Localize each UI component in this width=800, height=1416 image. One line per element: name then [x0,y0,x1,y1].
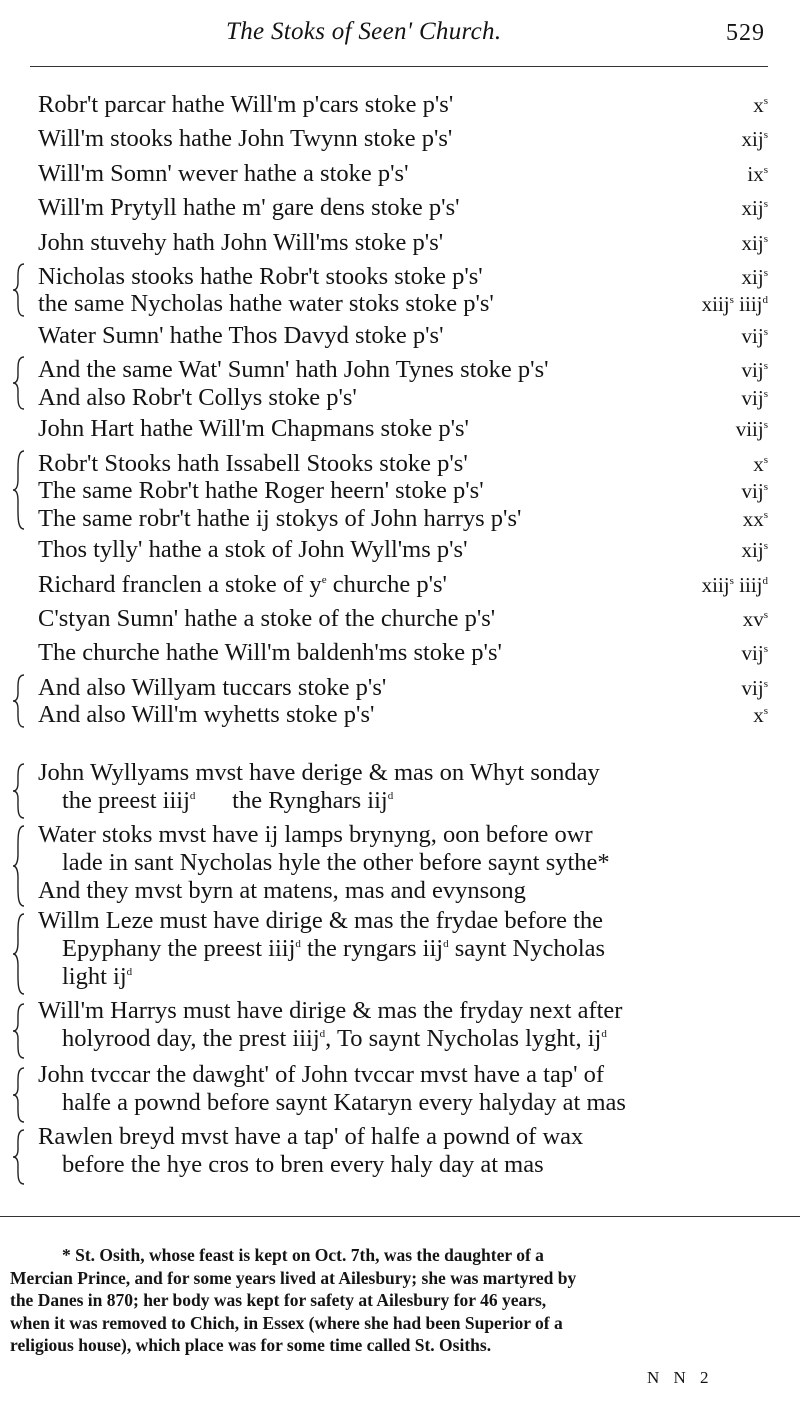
brace-icon [12,912,26,996]
entry-amount: xij$^s$ [741,230,768,255]
paragraph-line: light $ij^d$ [62,963,133,990]
entry-amount: vij$^s$ [741,479,768,504]
entry-amount: vij$^s$ [741,358,768,383]
brace-icon [12,1002,26,1060]
footnote-line: when it was removed to Chich, in Essex (where she had been Superior of a [10,1312,563,1333]
running-header [0,18,800,58]
entry-description: Will'm stooks hathe John Twynn stoke p's' [38,125,453,153]
stock-entry [0,122,800,156]
entry-amount: vij$^s$ [741,641,768,666]
entry-description: And the same Wat' Sumn' hath John Tynes stoke p's' [38,356,549,384]
entry-description: Robr't parcar hathe Will'm p'cars stoke p's' [38,91,454,118]
entry-description: Thos tylly' hathe a stok of John Wyll'ms p's' [38,536,468,564]
paragraph-line: Epyphany the preest iiij$^d$ the ryngars iij$^d$ saynt Nycholas [62,935,606,962]
brace-icon [12,1128,26,1186]
entry-amount: $x^s$ [753,93,768,117]
stock-entry [0,260,800,288]
stock-entry [0,191,800,225]
stock-entry [0,287,800,318]
brace-icon [12,824,26,908]
stock-entry [0,698,800,729]
entry-description: And also Robr't Collys stoke p's' [38,383,357,411]
entry-amount: viij$^s$ [735,417,768,442]
brace-icon [12,1066,26,1124]
paragraph-line: And they mvst byrn at matens, mas and evynsong [38,877,526,904]
entry-amount: vij$^s$ [741,675,768,700]
footnote-rule [0,1216,800,1217]
stock-entry [0,319,800,353]
entry-amount: $xv^s$ [742,607,768,632]
entry-amount: xiij$^s$ iiij$^d$ [701,292,768,317]
footnote [10,1244,770,1357]
stock-entries [0,88,800,729]
footnote-line: * St. Osith, whose feast is kept on Oct. 7th, was the daughter of a [62,1245,544,1265]
bracketed-entry-group [0,353,800,411]
stock-entry [0,474,800,505]
footnote-line: the Danes in 870; her body was kept for safety at Ailesbury for 46 years, [10,1290,547,1310]
paragraph-line: the preest iiij$^d$ the Rynghars iij$^d$ [62,787,394,814]
stock-entry [0,447,800,475]
entry-amount: xij$^s$ [741,264,768,289]
stock-entry [0,353,800,384]
stock-entry [0,671,800,699]
stock-entry [0,636,800,670]
entry-description: Will'm Somn' wever hathe a stoke p's' [38,159,409,187]
entry-amount: $x^s$ [753,703,768,728]
paragraph-line: Water stoks mvst have ij lamps brynyng, oon before owr [38,821,593,848]
entry-amount: $xx^s$ [742,506,768,531]
entry-amount: $ix^s$ [747,161,768,186]
paragraph-line: halfe a pownd before saynt Kataryn every halyday at mas [62,1089,626,1116]
entry-amount: xij$^s$ [741,538,768,563]
stock-entry [0,88,800,122]
stock-entry [0,412,800,446]
entry-description: Water Sumn' hathe Thos Davyd stoke p's' [38,321,444,349]
stock-entry [0,226,800,260]
paragraph-line: Willm Leze must have dirige & mas the frydae before the [38,907,604,934]
entry-description: John stuvehy hath John Will'ms stoke p's' [38,228,444,256]
entry-amount: vij$^s$ [741,385,768,410]
brace-icon [12,762,26,820]
entry-description: C'styan Sumn' hathe a stoke of the churche p's' [38,605,496,633]
signature-mark: N N 2 [647,1368,714,1387]
entry-description: Nicholas stooks hathe Robr't stooks stoke p's' [38,262,483,290]
paragraph-line: John Wyllyams mvst have derige & mas on Whyt sonday [38,759,600,786]
page-number: 529 [726,20,765,46]
running-title: The Stoks of Seen' Church. [226,18,502,45]
entry-amount: $x^s$ [753,451,768,476]
footnote-line: religious house), which place was for some time called St. Osiths. [10,1335,492,1355]
entry-description: John Hart hathe Will'm Chapmans stoke p's' [38,415,469,443]
bracketed-entry-group [0,260,800,318]
entry-description: The same robr't hathe ij stokys of John harrys p's' [38,504,522,532]
stock-entry [0,502,800,530]
stock-entry [0,602,800,636]
bracketed-entry-group [0,447,800,530]
paragraph-line: Rawlen breyd mvst have a tap' of halfe a pownd of wax [38,1123,584,1150]
entry-description: the same Nycholas hathe water stoks stoke p's' [38,290,494,318]
entry-description: Will'm Prytyll hathe m' gare dens stoke p's' [38,194,460,222]
entry-description: Richard franclen a stoke of $y^e$ churche p's' [38,570,447,598]
entry-description: The churche hathe Will'm baldenh'ms stoke p's' [38,639,502,667]
stock-entry [0,381,800,409]
header-rule [30,66,768,67]
paragraph-line: John tvccar the dawght' of John tvccar mvst have a tap' of [38,1061,605,1088]
stock-entry [0,157,800,191]
entry-amount: xij$^s$ [741,127,768,152]
entry-description: And also Will'm wyhetts stoke p's' [38,701,375,729]
entry-description: And also Willyam tuccars stoke p's' [38,673,387,701]
entry-amount: xiij$^s$ iiij$^d$ [701,572,768,597]
stock-entry [0,568,800,602]
entry-description: The same Robr't hathe Roger heern' stoke p's' [38,477,484,505]
paragraph-line: before the hye cros to bren every haly day at mas [62,1151,544,1178]
footnote-line: Mercian Prince, and for some years lived at Ailesbury; she was martyred by [10,1267,577,1288]
entry-description: Robr't Stooks hath Issabell Stooks stoke p's' [38,449,468,477]
bracketed-entry-group [0,671,800,729]
paragraph-line: lade in sant Nycholas hyle the other before saynt sythe* [62,849,610,876]
entry-amount: vij$^s$ [741,323,768,348]
paragraph-line: holyrood day, the prest iiij$^d$, To saynt Nycholas lyght, $ij^d$ [62,1025,607,1052]
paragraph-line: Will'm Harrys must have dirige & mas the fryday next after [38,997,623,1024]
stock-entry [0,533,800,567]
entry-amount: xij$^s$ [741,196,768,221]
